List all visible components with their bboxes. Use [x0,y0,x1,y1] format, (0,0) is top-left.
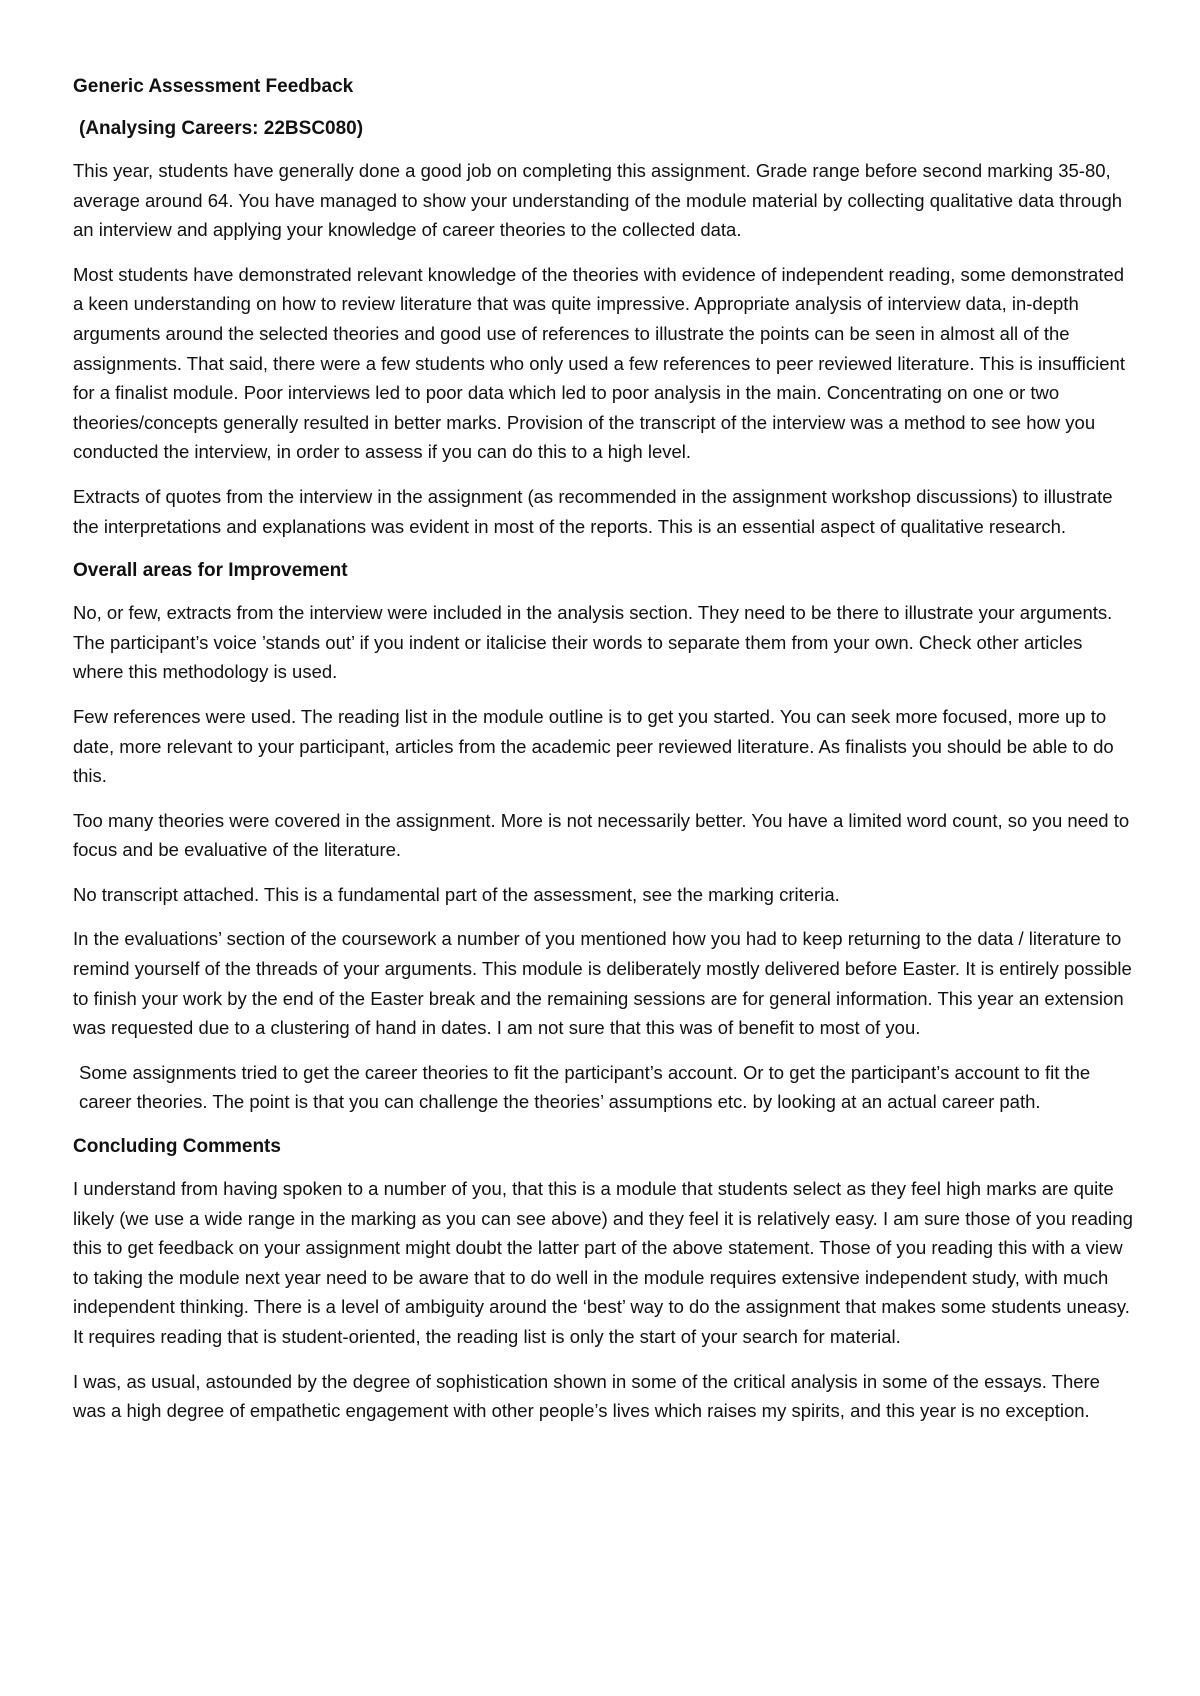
intro-paragraph-2: Most students have demonstrated relevant knowledge of the theories with evidence of independent reading, some demonstrated a keen understanding on how to review literature that was quite impressive. Appropriate analysis of interview data, in-depth arguments around the selected theories and good use of references to illustrate the points can be seen in almost all of the assignments. That said, there were a few students who only used a few references to peer reviewed literature. This is insufficient for a finalist module. Poor interviews led to poor data which led to poor analysis in the main. Concentrating on one or two theories/concepts generally resulted in better marks. Provision of the transcript of the interview was a method to see how you conducted the interview, in order to assess if you can do this to a high level. [73,263,1125,463]
document-subtitle: (Analysing Careers: 22BSC080) [79,118,364,139]
improvement-paragraph-3: Too many theories were covered in the assignment. More is not necessarily better. You have a limited word count, so you need to focus and be evaluative of the literature. [73,809,1130,861]
improvement-paragraph-5: In the evaluations’ section of the coursework a number of you mentioned how you had to keep returning to the data / literature to remind yourself of the threads of your arguments. This module is deliberately mostly delivered before Easter. It is entirely possible to finish your work by the end of the Easter break and the remaining sessions are for general information. This year an extension was requested due to a clustering of hand in dates. I am not sure that this was of benefit to most of you. [73,928,1132,1039]
concluding-paragraph-2: I was, as usual, astounded by the degree of sophistication shown in some of the critical analysis in some of the essays. There was a high degree of empathetic engagement with other people’s lives which raises my spirits, and this year is no exception. [73,1370,1100,1422]
improvement-paragraph-2: Few references were used. The reading list in the module outline is to get you started. You can seek more focused, more up to date, more relevant to your participant, articles from the academic peer reviewed literature. As finalists you should be able to do this. [73,705,1114,787]
intro-paragraph-3: Extracts of quotes from the interview in the assignment (as recommended in the assignment workshop discussions) to illustrate the interpretations and explanations was evident in most of the reports. This is an essential aspect of qualitative research. [73,485,1113,537]
improvement-paragraph-1: No, or few, extracts from the interview were included in the analysis section. They need to be there to illustrate your arguments. The participant’s voice ’stands out’ if you indent or italicise their words to separate them from your own. Check other articles where this methodology is used. [73,602,1113,683]
document-page [73,72,1133,1441]
intro-paragraph-1: This year, students have generally done a good job on completing this assignment. Grade range before second marking 35-80, average around 64. You have managed to show your understanding of the module material by collecting qualitative data through an interview and applying your knowledge of career theories to the collected data. [73,160,1123,241]
concluding-paragraph-1: I understand from having spoken to a number of you, that this is a module that students select as they feel high marks are quite likely (we use a wide range in the marking as you can see above) and they feel it is relatively easy. I am sure those of you reading this to get feedback on your assignment might doubt the latter part of the above statement. Those of you reading this with a view to taking the module next year need to be aware that to do well in the module requires extensive independent study, with much independent thinking. There is a level of ambiguity around the ‘best’ way to do the assignment that makes some students uneasy. It requires reading that is student-oriented, the reading list is only the start of your search for material. [73,1178,1133,1347]
improvement-paragraph-4: No transcript attached. This is a fundamental part of the assessment, see the marking criteria. [73,883,840,905]
improvement-paragraph-6: Some assignments tried to get the career theories to fit the participant’s account. Or to get the participant’s account to fit the career theories. The point is that you can challenge the theories’ assumptions etc. by looking at an actual career path. [79,1061,1091,1113]
improvement-heading: Overall areas for Improvement [73,560,348,582]
document-title: Generic Assessment Feedback [73,76,354,97]
concluding-heading: Concluding Comments [73,1136,281,1158]
